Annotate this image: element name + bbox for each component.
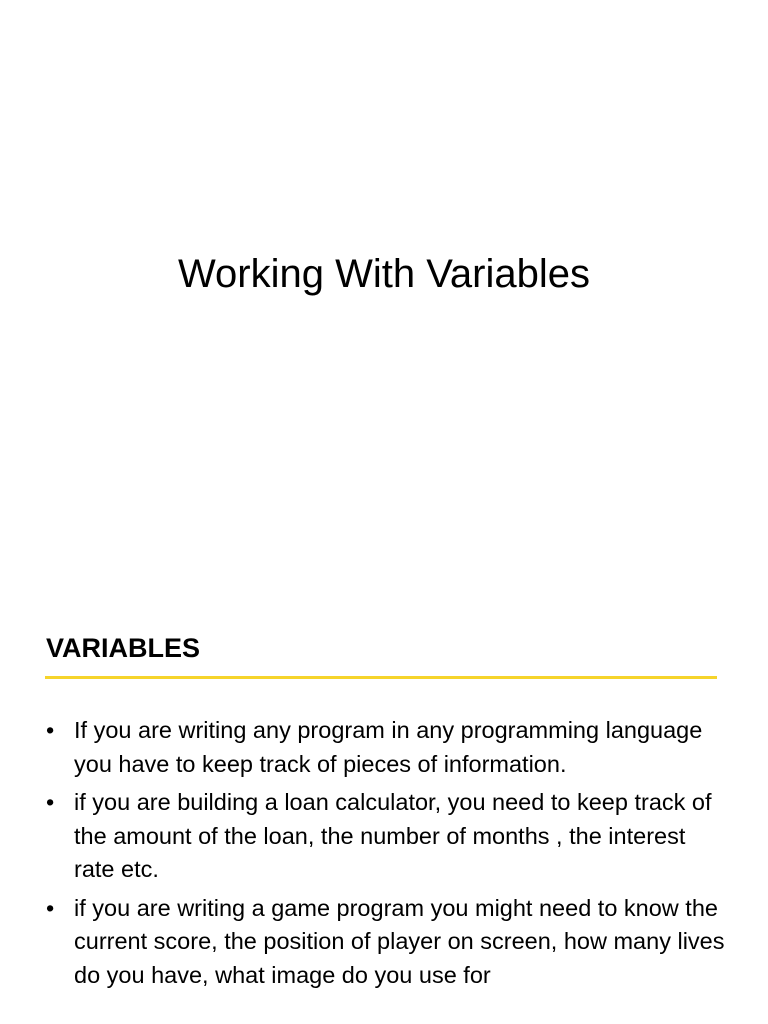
slide-title: Working With Variables <box>178 252 590 296</box>
bullet-icon: • <box>46 789 55 815</box>
bullet-text: If you are writing any program in any programming language you have to keep track of pieces of information. <box>74 717 703 777</box>
bullet-icon: • <box>46 894 55 921</box>
heading-underline <box>45 676 717 679</box>
bullet-item <box>46 786 726 887</box>
bullet-icon: • <box>46 717 55 743</box>
bullet-text: if you are building a loan calculator, you need to keep track of the amount of the loan, the number of months , the interest rate etc. <box>74 789 712 882</box>
content-slide <box>0 580 768 1024</box>
bullet-list <box>46 714 726 997</box>
bullet-item <box>46 892 726 993</box>
bullet-text: if you are writing a game program you might need to know the current score, the position of player on screen, how many lives do you have, what image do you use for <box>74 894 725 988</box>
bullet-item <box>46 714 726 781</box>
section-heading: VARIABLES <box>46 633 201 663</box>
